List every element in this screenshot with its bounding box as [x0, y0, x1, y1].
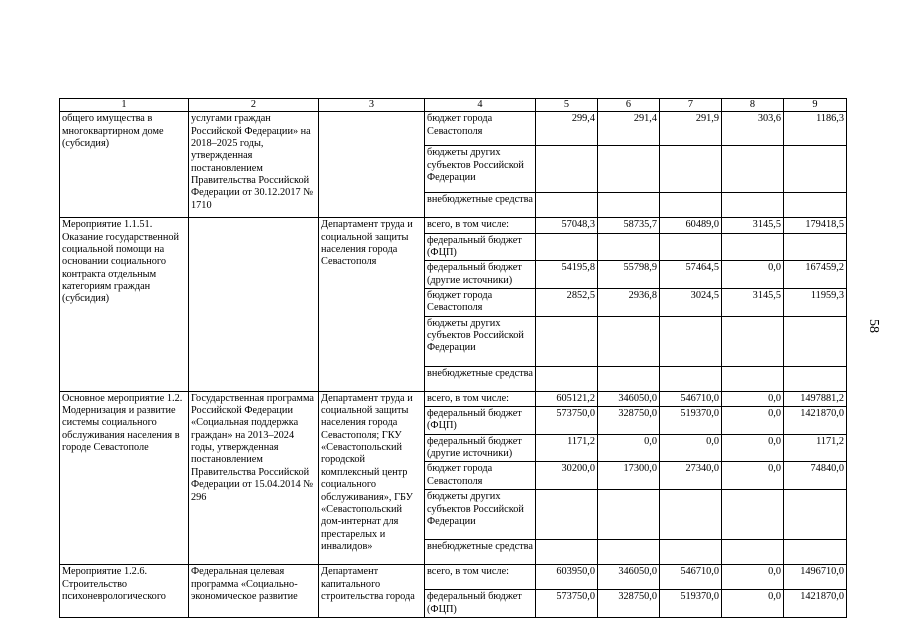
value-cell: 1186,3 [784, 112, 847, 146]
value-cell: 346050,0 [598, 391, 660, 406]
funding-source-cell: бюджет города Севастополя [425, 462, 536, 490]
value-cell: 603950,0 [536, 565, 598, 590]
executor-cell [319, 112, 425, 218]
value-cell: 1497881,2 [784, 391, 847, 406]
table-row [60, 391, 847, 406]
value-cell [660, 540, 722, 565]
program-cell [189, 218, 319, 391]
value-cell [536, 540, 598, 565]
funding-source-cell: внебюджетные средства [425, 366, 536, 391]
value-cell: 573750,0 [536, 407, 598, 435]
value-cell [722, 316, 784, 366]
table-row [60, 218, 847, 233]
value-cell [536, 366, 598, 391]
funding-source-cell: всего, в том числе: [425, 218, 536, 233]
funding-source-cell: федеральный бюджет (ФЦП) [425, 590, 536, 618]
value-cell: 0,0 [722, 590, 784, 618]
value-cell [598, 540, 660, 565]
value-cell: 291,4 [598, 112, 660, 146]
value-cell: 328750,0 [598, 590, 660, 618]
value-cell [660, 233, 722, 261]
table-row [60, 565, 847, 590]
funding-source-cell: бюджеты других субъектов Российской Федерации [425, 146, 536, 193]
value-cell: 54195,8 [536, 261, 598, 289]
value-cell [536, 490, 598, 540]
value-cell: 2936,8 [598, 289, 660, 317]
value-cell: 60489,0 [660, 218, 722, 233]
value-cell: 546710,0 [660, 565, 722, 590]
funding-source-cell: внебюджетные средства [425, 540, 536, 565]
value-cell: 1496710,0 [784, 565, 847, 590]
value-cell [722, 366, 784, 391]
value-cell [722, 146, 784, 193]
value-cell: 27340,0 [660, 462, 722, 490]
value-cell: 17300,0 [598, 462, 660, 490]
header-cell: 3 [319, 99, 425, 112]
value-cell: 1171,2 [784, 434, 847, 462]
header-cell: 1 [60, 99, 189, 112]
value-cell: 1421870,0 [784, 590, 847, 618]
value-cell: 573750,0 [536, 590, 598, 618]
value-cell [536, 316, 598, 366]
executor-cell: Департамент труда и социальной защиты населения города Севастополя; ГКУ «Севастопольский городской комплексный центр социального обслуживания», ГБУ «Севастопольский дом-интернат для престарелых и инвалидов» [319, 391, 425, 564]
value-cell: 299,4 [536, 112, 598, 146]
value-cell [660, 366, 722, 391]
value-cell: 346050,0 [598, 565, 660, 590]
value-cell: 303,6 [722, 112, 784, 146]
value-cell: 1421870,0 [784, 407, 847, 435]
value-cell [536, 233, 598, 261]
value-cell: 546710,0 [660, 391, 722, 406]
value-cell [722, 233, 784, 261]
funding-source-cell: бюджет города Севастополя [425, 112, 536, 146]
value-cell: 55798,9 [598, 261, 660, 289]
header-cell: 2 [189, 99, 319, 112]
measure-name-cell: Мероприятие 1.1.51. Оказание государственной социальной помощи на основании социального контракта отдельным категориям граждан (субсидия) [60, 218, 189, 391]
value-cell: 3024,5 [660, 289, 722, 317]
value-cell [784, 316, 847, 366]
value-cell: 519370,0 [660, 407, 722, 435]
executor-cell: Департамент труда и социальной защиты населения города Севастополя [319, 218, 425, 391]
funding-source-cell: бюджеты других субъектов Российской Федерации [425, 316, 536, 366]
funding-source-cell: внебюджетные средства [425, 193, 536, 218]
budget-table [59, 98, 847, 618]
value-cell [722, 193, 784, 218]
value-cell: 0,0 [722, 391, 784, 406]
value-cell: 0,0 [722, 565, 784, 590]
value-cell: 291,9 [660, 112, 722, 146]
value-cell [660, 146, 722, 193]
value-cell [784, 146, 847, 193]
value-cell [784, 490, 847, 540]
value-cell [784, 366, 847, 391]
funding-source-cell: всего, в том числе: [425, 391, 536, 406]
value-cell [784, 233, 847, 261]
funding-source-cell: федеральный бюджет (другие источники) [425, 261, 536, 289]
value-cell: 57464,5 [660, 261, 722, 289]
program-cell: Федеральная целевая программа «Социально-экономическое развитие [189, 565, 319, 618]
value-cell [598, 233, 660, 261]
value-cell: 3145,5 [722, 218, 784, 233]
value-cell [784, 193, 847, 218]
value-cell: 328750,0 [598, 407, 660, 435]
value-cell: 0,0 [722, 407, 784, 435]
program-cell: Государственная программа Российской Федерации «Социальная поддержка граждан» на 2013–2024 годы, утвержденная постановлением Правительства Российской Федерации от 15.04.2014 № 296 [189, 391, 319, 564]
value-cell: 1171,2 [536, 434, 598, 462]
page-number: 58 [866, 319, 881, 333]
value-cell: 0,0 [722, 261, 784, 289]
value-cell: 74840,0 [784, 462, 847, 490]
header-row [60, 99, 847, 112]
value-cell [784, 540, 847, 565]
header-cell: 5 [536, 99, 598, 112]
value-cell [598, 193, 660, 218]
value-cell: 605121,2 [536, 391, 598, 406]
value-cell: 167459,2 [784, 261, 847, 289]
value-cell [598, 490, 660, 540]
value-cell: 0,0 [660, 434, 722, 462]
value-cell: 3145,5 [722, 289, 784, 317]
funding-source-cell: бюджет города Севастополя [425, 289, 536, 317]
value-cell: 0,0 [722, 434, 784, 462]
value-cell [536, 146, 598, 193]
value-cell: 179418,5 [784, 218, 847, 233]
value-cell [722, 540, 784, 565]
header-cell: 8 [722, 99, 784, 112]
measure-name-cell: Основное мероприятие 1.2. Модернизация и развитие системы социального обслуживания населения в городе Севастополе [60, 391, 189, 564]
header-cell: 7 [660, 99, 722, 112]
value-cell [598, 366, 660, 391]
funding-source-cell: федеральный бюджет (ФЦП) [425, 233, 536, 261]
value-cell: 0,0 [598, 434, 660, 462]
measure-name-cell: Мероприятие 1.2.6. Строительство психоневрологического [60, 565, 189, 618]
value-cell [660, 193, 722, 218]
funding-source-cell: всего, в том числе: [425, 565, 536, 590]
value-cell [722, 490, 784, 540]
value-cell: 2852,5 [536, 289, 598, 317]
measure-name-cell: общего имущества в многоквартирном доме (субсидия) [60, 112, 189, 218]
funding-source-cell: бюджеты других субъектов Российской Федерации [425, 490, 536, 540]
value-cell: 30200,0 [536, 462, 598, 490]
header-cell: 6 [598, 99, 660, 112]
value-cell [536, 193, 598, 218]
value-cell: 58735,7 [598, 218, 660, 233]
funding-source-cell: федеральный бюджет (ФЦП) [425, 407, 536, 435]
program-cell: услугами граждан Российской Федерации» на 2018–2025 годы, утвержденная постановлением Правительства Российской Федерации от 30.12.2017 № 1710 [189, 112, 319, 218]
table-row [60, 112, 847, 146]
value-cell [660, 316, 722, 366]
value-cell [660, 490, 722, 540]
value-cell [598, 316, 660, 366]
header-cell: 4 [425, 99, 536, 112]
value-cell [598, 146, 660, 193]
funding-source-cell: федеральный бюджет (другие источники) [425, 434, 536, 462]
header-cell: 9 [784, 99, 847, 112]
value-cell: 57048,3 [536, 218, 598, 233]
value-cell: 11959,3 [784, 289, 847, 317]
value-cell: 519370,0 [660, 590, 722, 618]
value-cell: 0,0 [722, 462, 784, 490]
executor-cell: Департамент капитального строительства города [319, 565, 425, 618]
